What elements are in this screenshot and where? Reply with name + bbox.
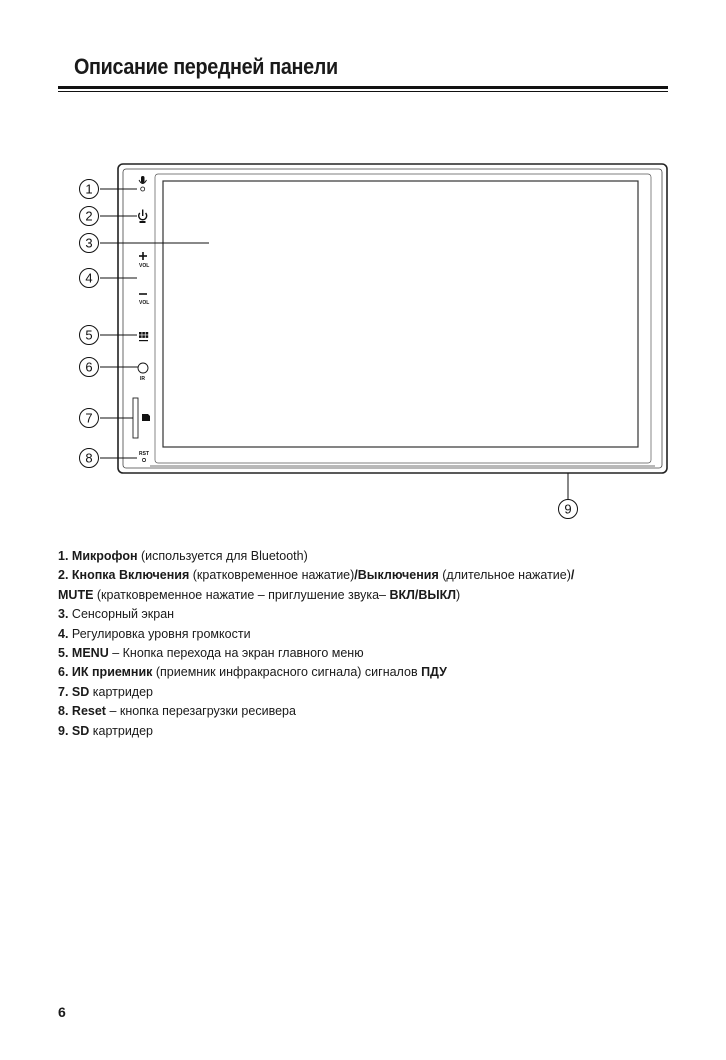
list-item [58,644,698,663]
item-number: 6. [58,665,69,680]
item-number: 8. [58,704,69,719]
callout-1-number: 1 [85,181,93,197]
callout-9 [559,473,578,519]
item-term: / [570,568,575,583]
list-item [58,566,698,585]
item-text: (кратковременное нажатие) [189,568,355,583]
item-text: (приемник инфракрасного сигнала) сигналов [152,665,422,680]
sd-card-icon [142,414,150,421]
list-item [58,722,698,741]
item-text: картридер [89,723,153,738]
description-list [58,547,698,741]
item-term: Микрофон [71,549,138,563]
item-number: 1. [58,549,69,563]
item-term: MUTE [58,587,94,602]
callout-7-number: 7 [85,410,93,426]
callout-5-number: 5 [85,327,93,343]
item-term: SD [71,684,90,699]
item-term: ВКЛ/ВЫКЛ [389,587,457,602]
callout-3-number: 3 [85,235,93,251]
page-title: Описание передней панели [74,54,338,79]
item-term: MENU [71,646,109,661]
list-item [58,702,698,721]
callout-9-number: 9 [564,501,572,517]
item-text: Сенсорный экран [68,607,175,622]
vol-plus-label: VOL [139,263,150,269]
item-term: Кнопка Включения [71,568,190,583]
item-term: Reset [71,704,106,719]
page-number: 6 [58,1004,66,1020]
item-number: 5. [58,646,69,661]
callout-8-number: 8 [85,450,93,466]
sd-card-slot [133,398,138,438]
ir-label: IR [140,376,145,382]
list-item [58,586,698,605]
item-number: 7. [58,684,69,699]
list-item [58,663,698,682]
item-term: ПДУ [421,665,447,680]
rst-label: RST [139,451,149,457]
list-item [58,547,698,566]
item-term: SD [71,723,90,738]
item-text: картридер [89,684,153,699]
item-term: /Выключения [354,568,439,583]
touch-screen [163,181,638,447]
item-text: (кратковременное нажатие – приглушение звука– [93,587,390,602]
callout-2-number: 2 [85,208,93,224]
item-number: 9. [58,723,69,738]
item-text: Регулировка уровня громкости [68,626,251,641]
callout-4-number: 4 [85,270,93,286]
item-text: ) [456,587,461,602]
vol-minus-label: VOL [139,300,150,306]
item-term: ИК приемник [71,665,153,680]
item-text: (используется для Bluetooth) [137,549,308,563]
item-text: – Кнопка перехода на экран главного меню [108,646,364,661]
item-number: 3. [58,607,69,622]
list-item [58,625,698,644]
item-number: 2. [58,568,69,583]
item-text: (длительное нажатие) [438,568,571,583]
list-item [58,605,698,624]
callout-6-number: 6 [85,359,93,375]
ir-receiver-icon [138,363,148,373]
list-item [58,683,698,702]
item-number: 4. [58,626,69,641]
item-text: – кнопка перезагрузки ресивера [105,704,296,719]
